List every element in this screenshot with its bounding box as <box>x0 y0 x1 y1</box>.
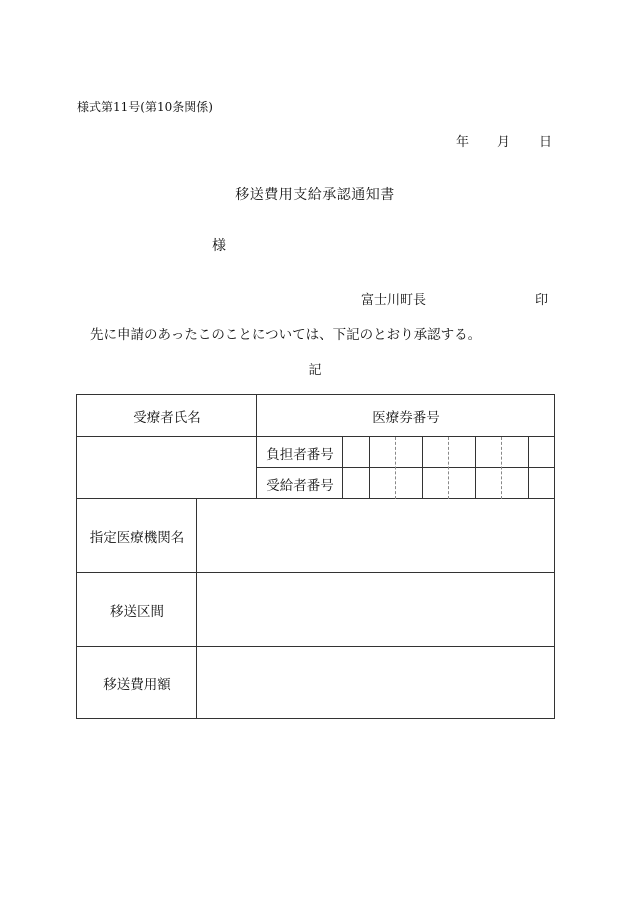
table-rule <box>196 499 197 719</box>
payer-number-field[interactable] <box>343 437 555 468</box>
institution-label: 指定医療機関名 <box>89 530 185 546</box>
recipient-number-label: 受給者番号 <box>266 477 334 494</box>
digit-divider <box>448 437 449 499</box>
date-day-label: 日 <box>539 135 553 150</box>
digit-divider <box>501 437 502 499</box>
payer-number-label: 負担者番号 <box>266 446 334 463</box>
recipient-name-header: 受療者氏名 <box>133 410 201 426</box>
addressee-suffix: 様 <box>212 238 226 254</box>
approval-table <box>76 394 555 719</box>
digit-divider <box>475 437 476 499</box>
table-rule <box>342 437 343 499</box>
table-rule <box>77 646 555 647</box>
table-rule <box>77 498 555 499</box>
date-month-label: 月 <box>497 135 511 150</box>
seal-mark: 印 <box>535 293 549 308</box>
form-number: 様式第11号(第10条関係) <box>77 100 213 114</box>
table-rule <box>257 467 555 468</box>
recipient-number-field[interactable] <box>343 468 555 499</box>
table-rule <box>77 572 555 573</box>
transport-section-field[interactable] <box>197 573 555 647</box>
medical-ticket-header: 医療券番号 <box>372 410 440 426</box>
transport-section-label: 移送区間 <box>110 604 164 620</box>
digit-divider <box>422 437 423 499</box>
issuer-name: 富士川町長 <box>361 293 427 308</box>
ki-heading: 記 <box>308 363 322 378</box>
digit-divider <box>528 437 529 499</box>
date-year-label: 年 <box>456 135 470 150</box>
transport-cost-field[interactable] <box>197 647 555 719</box>
recipient-name-field[interactable] <box>77 437 257 499</box>
transport-cost-label: 移送費用額 <box>103 677 171 693</box>
institution-field[interactable] <box>197 499 555 573</box>
table-rule <box>77 436 555 437</box>
digit-divider <box>369 437 370 499</box>
digit-divider <box>395 437 396 499</box>
approval-statement: 先に申請のあったこのことについては、下記のとおり承認する。 <box>90 327 482 343</box>
document-title: 移送費用支給承認通知書 <box>235 187 395 203</box>
table-rule <box>256 395 257 499</box>
